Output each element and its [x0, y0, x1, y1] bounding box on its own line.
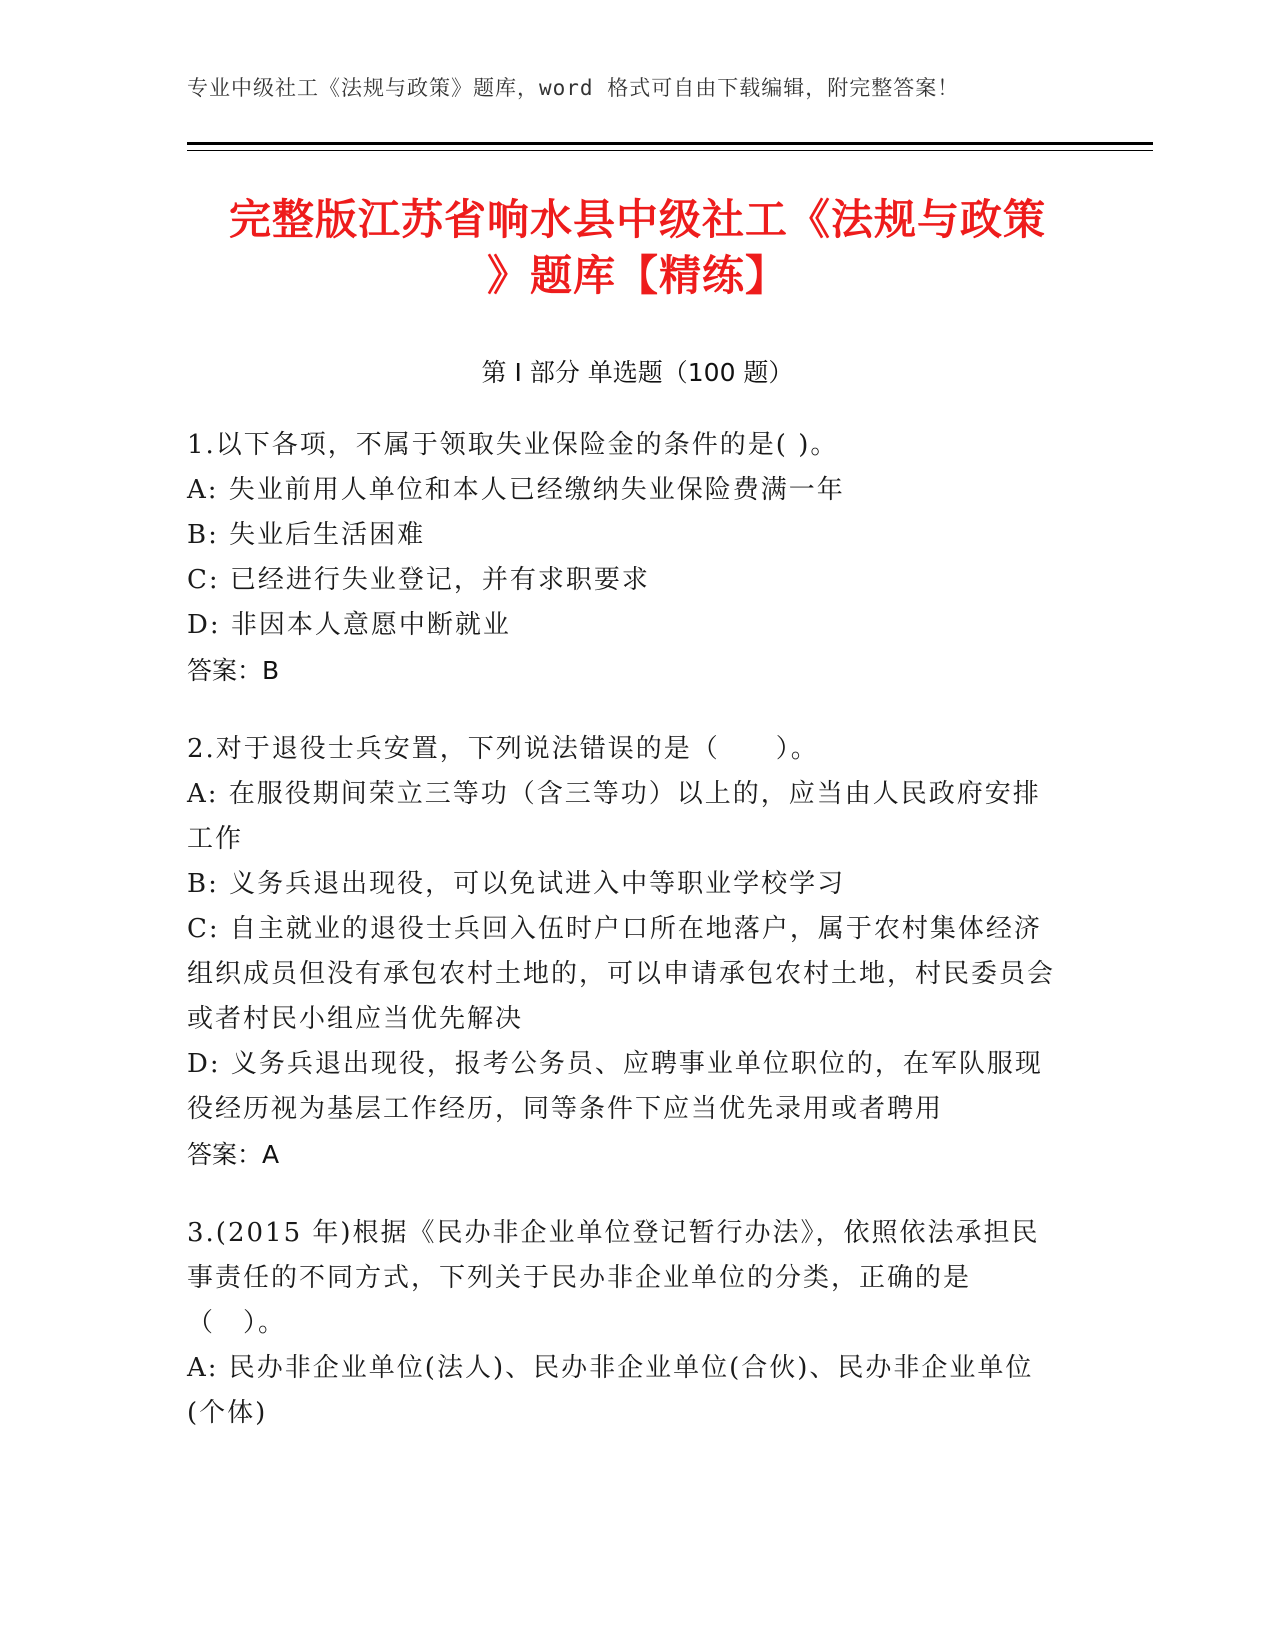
header-note: 专业中级社工《法规与政策》题库，word 格式可自由下载编辑，附完整答案！ [187, 76, 960, 100]
option-b: B: 义务兵退出现役，可以免试进入中等职业学校学习 [187, 869, 846, 899]
answer: 答案：A [187, 1140, 280, 1169]
option-c: C: 已经进行失业登记，并有求职要求 [187, 565, 650, 595]
document-title-line-1: 完整版江苏省响水县中级社工《法规与政策 [228, 195, 1046, 244]
question-stem: 3.(2015 年)根据《民办非企业单位登记暂行办法》，依照依法承担民事责任的不同方式，下列关于民办非企业单位的分类，正确的是（ ）。 [187, 1218, 1040, 1338]
option-d: D: 非因本人意愿中断就业 [187, 610, 511, 640]
section-title: 第 I 部分 单选题（100 题） [481, 358, 794, 387]
question-2 [187, 727, 1067, 1177]
document-title [150, 192, 1125, 304]
option-b: B: 失业后生活困难 [187, 520, 426, 550]
option-a: A: 在服役期间荣立三等功（含三等功）以上的，应当由人民政府安排工作 [187, 779, 1041, 854]
option-a: A: 失业前用人单位和本人已经缴纳失业保险费满一年 [187, 475, 845, 505]
question-3 [187, 1211, 1067, 1436]
header-rule-thick [187, 142, 1153, 145]
header-rule-thin [187, 150, 1153, 151]
question-list [187, 423, 1067, 1470]
document-title-line-2: 》题库【精练】 [486, 251, 788, 300]
question-1 [187, 423, 1067, 693]
question-stem: 1.以下各项，不属于领取失业保险金的条件的是( )。 [187, 430, 839, 460]
answer: 答案：B [187, 656, 280, 685]
question-stem: 2.对于退役士兵安置，下列说法错误的是（ ）。 [187, 734, 819, 764]
option-c: C: 自主就业的退役士兵回入伍时户口所在地落户，属于农村集体经济组织成员但没有承包农村土地的，可以申请承包农村土地，村民委员会或者村民小组应当优先解决 [187, 914, 1056, 1034]
option-a: A: 民办非企业单位(法人)、民办非企业单位(合伙)、民办非企业单位(个体) [187, 1353, 1034, 1428]
option-d: D: 义务兵退出现役，报考公务员、应聘事业单位职位的，在军队服现役经历视为基层工作经历，同等条件下应当优先录用或者聘用 [187, 1049, 1043, 1124]
